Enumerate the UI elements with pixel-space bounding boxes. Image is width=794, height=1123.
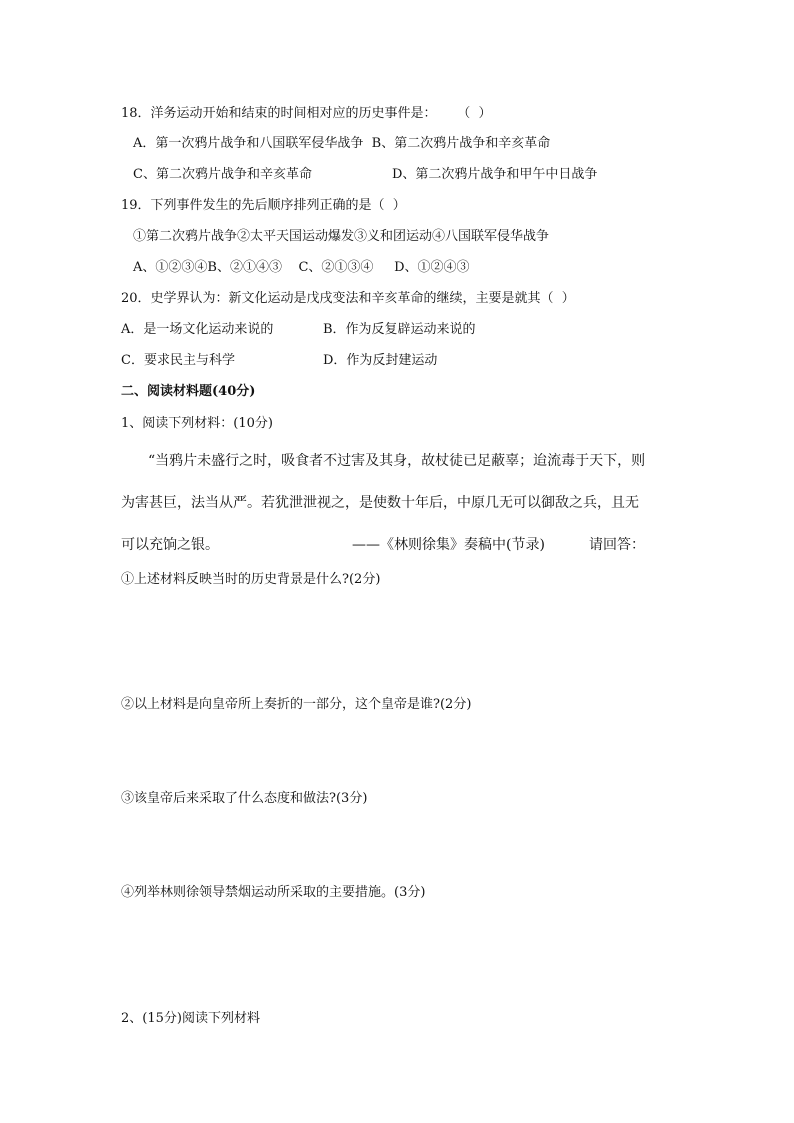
q19-stem: 19．下列事件发生的先后顺序排列正确的是（ ） bbox=[121, 198, 406, 213]
material-1-text-line-2: 为害甚巨，法当从严。若犹泄泄视之，是使数十年后，中原几无可以御敌之兵，且无 bbox=[121, 495, 639, 511]
q18-options-a-b: A．第一次鸦片战争和八国联军侵华战争 B、第二次鸦片战争和辛亥革命 bbox=[133, 136, 551, 151]
sub-question-4: ④列举林则徐领导禁烟运动所采取的主要措施。(3分) bbox=[121, 885, 426, 900]
q20-option-b: B．作为反复辟运动来说的 bbox=[323, 322, 476, 337]
q18-option-d: D、第二次鸦片战争和甲午中日战争 bbox=[392, 167, 598, 182]
q20-option-c: C．要求民主与科学 bbox=[121, 353, 235, 368]
q18-option-c: C、第二次鸦片战争和辛亥革命 bbox=[133, 167, 312, 182]
material-1-prompt: 请回答： bbox=[589, 537, 645, 553]
material-1-intro: 1、阅读下列材料：(10分) bbox=[121, 416, 273, 431]
q20-option-a: A．是一场文化运动来说的 bbox=[121, 322, 274, 337]
sub-question-2: ②以上材料是向皇帝所上奏折的一部分，这个皇帝是谁?(2分) bbox=[121, 697, 472, 712]
material-2-intro: 2、(15分)阅读下列材料 bbox=[121, 1011, 260, 1026]
sub-question-3: ③该皇帝后来采取了什么态度和做法?(3分) bbox=[121, 791, 368, 806]
q18-stem: 18．洋务运动开始和结束的时间相对应的历史事件是： （ ） bbox=[121, 106, 492, 121]
q19-options: A、①②③④B、②①④③ C、②①③④ D、①②④③ bbox=[133, 260, 470, 275]
sub-question-1: ①上述材料反映当时的历史背景是什么?(2分) bbox=[121, 572, 381, 587]
q20-option-d: D．作为反封建运动 bbox=[323, 353, 438, 368]
material-1-text-line-1: “当鸦片未盛行之时，吸食者不过害及其身，故杖徒已足蔽辜；迨流毒于天下，则 bbox=[148, 453, 646, 469]
q20-stem: 20．史学界认为：新文化运动是戊戌变法和辛亥革命的继续，主要是就其（ ） bbox=[121, 291, 575, 306]
section-title: 二、阅读材料题(40分) bbox=[121, 384, 256, 399]
material-1-text-line-3: 可以充饷之银。 bbox=[121, 537, 219, 553]
material-1-source: ——《林则徐集》奏稿中(节录) bbox=[352, 537, 545, 553]
q19-items: ①第二次鸦片战争②太平天国运动爆发③义和团运动④八国联军侵华战争 bbox=[133, 229, 550, 244]
